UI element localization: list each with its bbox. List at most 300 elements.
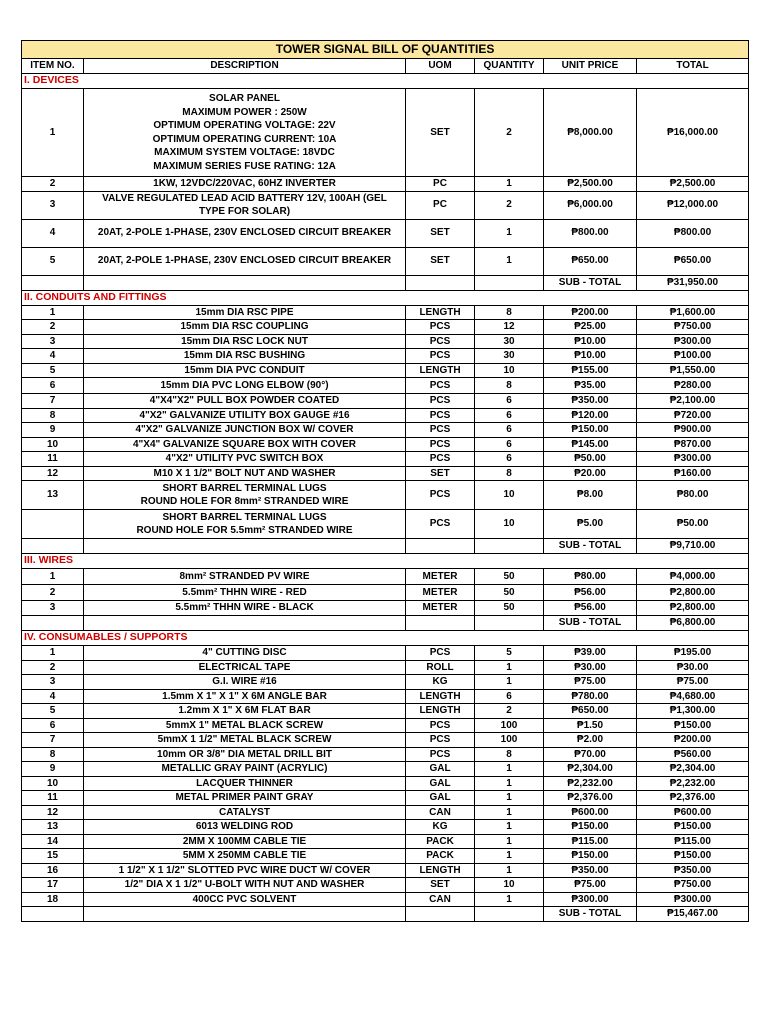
description-line: 5mmX 1 1/2" METAL BLACK SCREW	[157, 734, 332, 745]
description-cell	[84, 718, 406, 733]
unit-price-cell: ₱600.00	[544, 805, 637, 820]
uom-cell: PCS	[406, 747, 475, 762]
total-cell: ₱2,376.00	[637, 791, 749, 806]
quantity-cell: 1	[475, 762, 544, 777]
empty-cell	[406, 616, 475, 631]
description-cell	[84, 878, 406, 893]
description-line: 5mmX 1" METAL BLACK SCREW	[165, 719, 324, 731]
section-title: IV. CONSUMABLES / SUPPORTS	[22, 631, 749, 646]
section-header-row	[22, 74, 749, 89]
sub-total-value: ₱9,710.00	[637, 539, 749, 554]
description-cell	[84, 89, 406, 177]
description-cell	[84, 747, 406, 762]
description-line: OPTIMUM OPERATING VOLTAGE: 22V	[153, 120, 336, 131]
header-description: DESCRIPTION	[84, 59, 406, 74]
total-cell: ₱2,304.00	[637, 762, 749, 777]
total-cell: ₱195.00	[637, 646, 749, 661]
description-cell	[84, 452, 406, 467]
quantity-cell: 1	[475, 892, 544, 907]
description-line: MAXIMUM SYSTEM VOLTAGE: 18VDC	[154, 147, 335, 158]
unit-price-cell: ₱650.00	[544, 247, 637, 275]
item-no-cell: 14	[22, 834, 84, 849]
total-cell: ₱2,100.00	[637, 394, 749, 409]
item-no-cell: 13	[22, 481, 84, 510]
sub-total-row	[22, 616, 749, 631]
unit-price-cell: ₱25.00	[544, 320, 637, 335]
description-line: 1/2" DIA X 1 1/2" U-BOLT WITH NUT AND WASHER	[124, 879, 365, 890]
description-cell	[84, 776, 406, 791]
description-line: 1.5mm X 1" X 1" X 6M ANGLE BAR	[162, 690, 327, 702]
table-row	[22, 466, 749, 481]
total-cell: ₱50.00	[637, 510, 749, 539]
description-cell	[84, 320, 406, 335]
sub-total-row	[22, 539, 749, 554]
quantity-cell: 1	[475, 849, 544, 864]
item-no-cell: 1	[22, 305, 84, 320]
description-line: 4"X2" GALVANIZE JUNCTION BOX W/ COVER	[135, 424, 354, 435]
description-line: 10mm OR 3/8" DIA METAL DRILL BIT	[157, 748, 332, 760]
quantity-cell: 1	[475, 219, 544, 247]
empty-cell	[84, 275, 406, 290]
unit-price-cell: ₱10.00	[544, 334, 637, 349]
uom-cell: PCS	[406, 394, 475, 409]
uom-cell: PC	[406, 191, 475, 219]
quantity-cell: 12	[475, 320, 544, 335]
table-row	[22, 849, 749, 864]
sub-total-label: SUB - TOTAL	[544, 275, 637, 290]
table-row	[22, 394, 749, 409]
total-cell: ₱80.00	[637, 481, 749, 510]
description-line: 5.5mm² THHN WIRE - RED	[182, 586, 307, 598]
uom-cell: CAN	[406, 805, 475, 820]
unit-price-cell: ₱50.00	[544, 452, 637, 467]
unit-price-cell: ₱155.00	[544, 363, 637, 378]
uom-cell: LENGTH	[406, 305, 475, 320]
empty-cell	[22, 539, 84, 554]
table-row	[22, 646, 749, 661]
description-cell	[84, 466, 406, 481]
item-no-cell: 1	[22, 646, 84, 661]
table-row	[22, 585, 749, 601]
item-no-cell: 7	[22, 733, 84, 748]
empty-cell	[22, 907, 84, 922]
empty-cell	[475, 616, 544, 631]
total-cell: ₱75.00	[637, 675, 749, 690]
table-row	[22, 349, 749, 364]
quantity-cell: 50	[475, 585, 544, 601]
empty-cell	[475, 539, 544, 554]
uom-cell: PACK	[406, 834, 475, 849]
unit-price-cell: ₱150.00	[544, 423, 637, 438]
unit-price-cell: ₱8,000.00	[544, 89, 637, 177]
unit-price-cell: ₱780.00	[544, 689, 637, 704]
item-no-cell: 10	[22, 437, 84, 452]
description-cell	[84, 349, 406, 364]
section-header-row	[22, 290, 749, 305]
description-cell	[84, 585, 406, 601]
total-cell: ₱900.00	[637, 423, 749, 438]
item-no-cell: 9	[22, 762, 84, 777]
table-row	[22, 675, 749, 690]
item-no-cell	[22, 510, 84, 539]
sub-total-value: ₱6,800.00	[637, 616, 749, 631]
total-cell: ₱150.00	[637, 849, 749, 864]
unit-price-cell: ₱115.00	[544, 834, 637, 849]
unit-price-cell: ₱56.00	[544, 601, 637, 616]
quantity-cell: 10	[475, 510, 544, 539]
description-line: ROUND HOLE FOR 5.5mm² STRANDED WIRE	[136, 525, 353, 536]
uom-cell: PCS	[406, 334, 475, 349]
item-no-cell: 2	[22, 660, 84, 675]
description-line: 4"X4" GALVANIZE SQUARE BOX WITH COVER	[132, 438, 357, 450]
uom-cell: ROLL	[406, 660, 475, 675]
table-row	[22, 363, 749, 378]
quantity-cell: 6	[475, 394, 544, 409]
description-line: M10 X 1 1/2" BOLT NUT AND WASHER	[153, 467, 336, 479]
section-header-row	[22, 554, 749, 569]
table-row	[22, 601, 749, 616]
header-row	[22, 59, 749, 74]
item-no-cell: 1	[22, 89, 84, 177]
description-line: 5MM X 250MM CABLE TIE	[182, 850, 307, 861]
unit-price-cell: ₱70.00	[544, 747, 637, 762]
description-cell	[84, 762, 406, 777]
item-no-cell: 6	[22, 718, 84, 733]
unit-price-cell: ₱30.00	[544, 660, 637, 675]
description-line: 20AT, 2-POLE 1-PHASE, 230V ENCLOSED CIRCUIT BREAKER	[97, 227, 392, 239]
quantity-cell: 6	[475, 408, 544, 423]
sub-total-value: ₱31,950.00	[637, 275, 749, 290]
description-line: 1 1/2" X 1 1/2" SLOTTED PVC WIRE DUCT W/ COVER	[118, 864, 371, 876]
quantity-cell: 1	[475, 805, 544, 820]
table-row	[22, 689, 749, 704]
quantity-cell: 8	[475, 747, 544, 762]
unit-price-cell: ₱650.00	[544, 704, 637, 719]
unit-price-cell: ₱120.00	[544, 408, 637, 423]
item-no-cell: 4	[22, 689, 84, 704]
description-line: SOLAR PANEL	[209, 93, 280, 104]
unit-price-cell: ₱10.00	[544, 349, 637, 364]
table-row	[22, 305, 749, 320]
quantity-cell: 8	[475, 378, 544, 394]
unit-price-cell: ₱20.00	[544, 466, 637, 481]
total-cell: ₱150.00	[637, 820, 749, 835]
table-row	[22, 704, 749, 719]
item-no-cell: 11	[22, 452, 84, 467]
description-cell	[84, 849, 406, 864]
table-row	[22, 805, 749, 820]
total-cell: ₱870.00	[637, 437, 749, 452]
uom-cell: PCS	[406, 408, 475, 423]
unit-price-cell: ₱150.00	[544, 849, 637, 864]
uom-cell: PCS	[406, 510, 475, 539]
description-line: 15mm DIA RSC PIPE	[195, 306, 294, 318]
total-cell: ₱30.00	[637, 660, 749, 675]
quantity-cell: 1	[475, 247, 544, 275]
quantity-cell: 6	[475, 423, 544, 438]
total-cell: ₱750.00	[637, 320, 749, 335]
unit-price-cell: ₱5.00	[544, 510, 637, 539]
item-no-cell: 5	[22, 247, 84, 275]
description-line: 15mm DIA RSC LOCK NUT	[181, 335, 308, 347]
table-row	[22, 878, 749, 893]
description-cell	[84, 601, 406, 616]
table-row	[22, 423, 749, 438]
item-no-cell: 4	[22, 219, 84, 247]
empty-cell	[84, 907, 406, 922]
description-cell	[84, 569, 406, 585]
table-row	[22, 791, 749, 806]
description-line: 400CC PVC SOLVENT	[192, 893, 297, 905]
unit-price-cell: ₱800.00	[544, 219, 637, 247]
quantity-cell: 6	[475, 689, 544, 704]
description-cell	[84, 660, 406, 675]
uom-cell: GAL	[406, 791, 475, 806]
description-line: LACQUER THINNER	[196, 777, 293, 789]
quantity-cell: 50	[475, 601, 544, 616]
description-cell	[84, 177, 406, 192]
quantity-cell: 5	[475, 646, 544, 661]
total-cell: ₱800.00	[637, 219, 749, 247]
description-line: SHORT BARREL TERMINAL LUGS	[162, 511, 327, 523]
description-cell	[84, 892, 406, 907]
quantity-cell: 8	[475, 466, 544, 481]
uom-cell: PCS	[406, 646, 475, 661]
quantity-cell: 1	[475, 776, 544, 791]
item-no-cell: 12	[22, 805, 84, 820]
table-row	[22, 863, 749, 878]
total-cell: ₱2,800.00	[637, 601, 749, 616]
table-row	[22, 378, 749, 394]
description-line: 4"X4"X2" PULL BOX POWDER COATED	[149, 395, 340, 406]
item-no-cell: 12	[22, 466, 84, 481]
unit-price-cell: ₱6,000.00	[544, 191, 637, 219]
section-title: II. CONDUITS AND FITTINGS	[22, 290, 749, 305]
description-cell	[84, 805, 406, 820]
unit-price-cell: ₱350.00	[544, 863, 637, 878]
description-line: 8mm² STRANDED PV WIRE	[179, 570, 310, 582]
description-line: 5.5mm² THHN WIRE - BLACK	[175, 602, 314, 614]
table-row	[22, 569, 749, 585]
unit-price-cell: ₱39.00	[544, 646, 637, 661]
total-cell: ₱1,550.00	[637, 363, 749, 378]
table-row	[22, 452, 749, 467]
header-unit-price: UNIT PRICE	[544, 59, 637, 74]
total-cell: ₱300.00	[637, 334, 749, 349]
uom-cell: METER	[406, 569, 475, 585]
header-item-no: ITEM NO.	[22, 59, 84, 74]
item-no-cell: 6	[22, 378, 84, 394]
table-row	[22, 510, 749, 539]
total-cell: ₱720.00	[637, 408, 749, 423]
uom-cell: SET	[406, 247, 475, 275]
table-row	[22, 247, 749, 275]
description-cell	[84, 675, 406, 690]
uom-cell: SET	[406, 219, 475, 247]
description-cell	[84, 510, 406, 539]
unit-price-cell: ₱2,376.00	[544, 791, 637, 806]
empty-cell	[406, 275, 475, 290]
bill-of-quantities-table	[21, 40, 749, 922]
item-no-cell: 7	[22, 394, 84, 409]
uom-cell: PACK	[406, 849, 475, 864]
description-cell	[84, 394, 406, 409]
total-cell: ₱4,000.00	[637, 569, 749, 585]
unit-price-cell: ₱300.00	[544, 892, 637, 907]
header-quantity: QUANTITY	[475, 59, 544, 74]
section-header-row	[22, 631, 749, 646]
description-cell	[84, 423, 406, 438]
unit-price-cell: ₱2,304.00	[544, 762, 637, 777]
description-line: TYPE FOR SOLAR)	[198, 206, 291, 217]
unit-price-cell: ₱56.00	[544, 585, 637, 601]
sheet-title: TOWER SIGNAL BILL OF QUANTITIES	[22, 41, 749, 59]
unit-price-cell: ₱2.00	[544, 733, 637, 748]
unit-price-cell: ₱1.50	[544, 718, 637, 733]
quantity-cell: 10	[475, 363, 544, 378]
quantity-cell: 1	[475, 660, 544, 675]
description-line: 2MM X 100MM CABLE TIE	[182, 835, 307, 847]
quantity-cell: 6	[475, 437, 544, 452]
description-cell	[84, 305, 406, 320]
description-cell	[84, 689, 406, 704]
header-total: TOTAL	[637, 59, 749, 74]
unit-price-cell: ₱8.00	[544, 481, 637, 510]
total-cell: ₱16,000.00	[637, 89, 749, 177]
total-cell: ₱200.00	[637, 733, 749, 748]
total-cell: ₱115.00	[637, 834, 749, 849]
sub-total-label: SUB - TOTAL	[544, 616, 637, 631]
item-no-cell: 10	[22, 776, 84, 791]
item-no-cell: 3	[22, 675, 84, 690]
unit-price-cell: ₱75.00	[544, 878, 637, 893]
table-row	[22, 892, 749, 907]
table-row	[22, 762, 749, 777]
table-row	[22, 177, 749, 192]
empty-cell	[475, 275, 544, 290]
item-no-cell: 8	[22, 408, 84, 423]
description-cell	[84, 334, 406, 349]
empty-cell	[22, 616, 84, 631]
description-cell	[84, 481, 406, 510]
quantity-cell: 50	[475, 569, 544, 585]
unit-price-cell: ₱35.00	[544, 378, 637, 394]
description-line: 15mm DIA RSC BUSHING	[183, 350, 306, 361]
item-no-cell: 3	[22, 334, 84, 349]
empty-cell	[406, 539, 475, 554]
description-line: 15mm DIA RSC COUPLING	[180, 321, 309, 332]
item-no-cell: 2	[22, 320, 84, 335]
unit-price-cell: ₱145.00	[544, 437, 637, 452]
unit-price-cell: ₱350.00	[544, 394, 637, 409]
total-cell: ₱2,500.00	[637, 177, 749, 192]
description-cell	[84, 363, 406, 378]
description-line: 15mm DIA PVC CONDUIT	[184, 364, 305, 376]
total-cell: ₱2,232.00	[637, 776, 749, 791]
description-cell	[84, 646, 406, 661]
uom-cell: PCS	[406, 378, 475, 394]
uom-cell: PCS	[406, 423, 475, 438]
description-cell	[84, 247, 406, 275]
table-row	[22, 776, 749, 791]
uom-cell: PCS	[406, 733, 475, 748]
description-cell	[84, 791, 406, 806]
description-line: 6013 WELDING ROD	[195, 821, 294, 832]
table-row	[22, 660, 749, 675]
sub-total-row	[22, 275, 749, 290]
total-cell: ₱1,300.00	[637, 704, 749, 719]
description-cell	[84, 219, 406, 247]
total-cell: ₱600.00	[637, 805, 749, 820]
uom-cell: LENGTH	[406, 863, 475, 878]
total-cell: ₱160.00	[637, 466, 749, 481]
uom-cell: PCS	[406, 718, 475, 733]
section-title: I. DEVICES	[22, 74, 749, 89]
total-cell: ₱560.00	[637, 747, 749, 762]
description-line: SHORT BARREL TERMINAL LUGS	[162, 482, 327, 494]
table-row	[22, 219, 749, 247]
item-no-cell: 5	[22, 363, 84, 378]
uom-cell: SET	[406, 89, 475, 177]
sub-total-value: ₱15,467.00	[637, 907, 749, 922]
description-line: METAL PRIMER PAINT GRAY	[175, 792, 314, 803]
description-line: VALVE REGULATED LEAD ACID BATTERY 12V, 100AH (GEL	[102, 192, 387, 204]
description-line: MAXIMUM POWER : 250W	[182, 106, 307, 118]
quantity-cell: 1	[475, 675, 544, 690]
empty-cell	[406, 907, 475, 922]
empty-cell	[22, 275, 84, 290]
description-line: 20AT, 2-POLE 1-PHASE, 230V ENCLOSED CIRCUIT BREAKER	[97, 255, 392, 267]
quantity-cell: 100	[475, 733, 544, 748]
table-row	[22, 834, 749, 849]
total-cell: ₱350.00	[637, 863, 749, 878]
description-line: ROUND HOLE FOR 8mm² STRANDED WIRE	[140, 496, 349, 507]
item-no-cell: 15	[22, 849, 84, 864]
item-no-cell: 2	[22, 177, 84, 192]
table-row	[22, 89, 749, 177]
item-no-cell: 18	[22, 892, 84, 907]
table-row	[22, 408, 749, 423]
description-line: 4"X2" GALVANIZE UTILITY BOX GAUGE #16	[139, 409, 350, 421]
quantity-cell: 2	[475, 191, 544, 219]
unit-price-cell: ₱150.00	[544, 820, 637, 835]
description-cell	[84, 733, 406, 748]
quantity-cell: 2	[475, 89, 544, 177]
unit-price-cell: ₱200.00	[544, 305, 637, 320]
uom-cell: METER	[406, 585, 475, 601]
section-title: III. WIRES	[22, 554, 749, 569]
description-line: CATALYST	[219, 806, 270, 818]
quantity-cell: 1	[475, 820, 544, 835]
table-row	[22, 733, 749, 748]
uom-cell: PCS	[406, 452, 475, 467]
quantity-cell: 1	[475, 791, 544, 806]
header-uom: UOM	[406, 59, 475, 74]
item-no-cell: 16	[22, 863, 84, 878]
uom-cell: PCS	[406, 349, 475, 364]
empty-cell	[84, 539, 406, 554]
uom-cell: KG	[406, 820, 475, 835]
item-no-cell: 17	[22, 878, 84, 893]
item-no-cell: 11	[22, 791, 84, 806]
table-row	[22, 747, 749, 762]
total-cell: ₱750.00	[637, 878, 749, 893]
empty-cell	[475, 907, 544, 922]
table-row	[22, 437, 749, 452]
table-row	[22, 481, 749, 510]
table-row	[22, 191, 749, 219]
item-no-cell: 4	[22, 349, 84, 364]
